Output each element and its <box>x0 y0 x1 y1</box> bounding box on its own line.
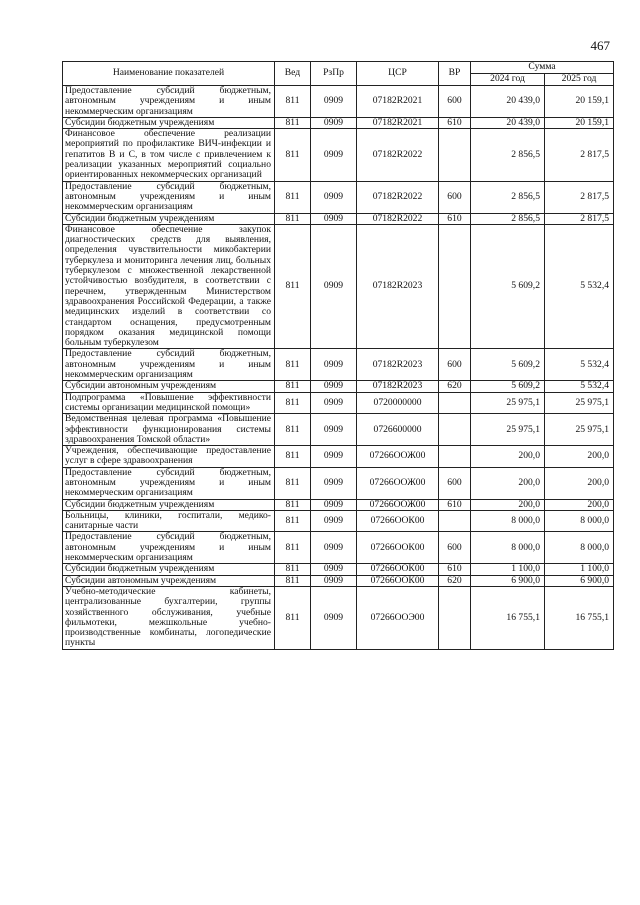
row-vr: 610 <box>439 213 471 224</box>
table-row <box>63 510 614 532</box>
row-vr: 600 <box>439 181 471 213</box>
table-row <box>63 446 614 468</box>
row-ved: 811 <box>275 181 311 213</box>
row-rzpr: 0909 <box>311 467 357 499</box>
row-vr <box>439 446 471 468</box>
row-name: Субсидии бюджетным учреждениям <box>63 499 275 510</box>
row-sum-2025: 2 817,5 <box>545 181 614 213</box>
header-ved: Вед <box>275 62 311 86</box>
row-csr: 07266ООК00 <box>357 532 439 564</box>
row-sum-2025: 2 817,5 <box>545 129 614 181</box>
row-ved: 811 <box>275 213 311 224</box>
table-row <box>63 532 614 564</box>
table-row <box>63 414 614 446</box>
row-sum-2025: 16 755,1 <box>545 586 614 649</box>
row-name: Финансовое обеспечение закупок диагностических средств для выявления, определения чувствительности микобактерии туберкулеза и мониторинга лечения лиц, больных туберкулезом с множественной лекарственной устойчивостью возбудителя, в соответствии с перечнем, утвержденным Министерством здравоохранения Российской Федерации, а также медицинских изделий в соответствии со стандартом оснащения, предусмотренным порядком оказания медицинской помощи больным туберкулезом <box>63 224 275 349</box>
header-2024: 2024 год <box>471 74 545 86</box>
row-csr: 07266ООК00 <box>357 510 439 532</box>
row-rzpr: 0909 <box>311 510 357 532</box>
row-sum-2024: 6 900,0 <box>471 575 545 586</box>
row-sum-2025: 200,0 <box>545 446 614 468</box>
row-vr <box>439 224 471 349</box>
table-row <box>63 213 614 224</box>
row-ved: 811 <box>275 414 311 446</box>
header-2025: 2025 год <box>545 74 614 86</box>
row-name: Субсидии бюджетным учреждениям <box>63 213 275 224</box>
row-csr: 0720000000 <box>357 392 439 414</box>
table-row <box>63 586 614 649</box>
row-rzpr: 0909 <box>311 575 357 586</box>
row-csr: 07182R2023 <box>357 349 439 381</box>
row-csr: 07266ООК00 <box>357 575 439 586</box>
table-row <box>63 392 614 414</box>
row-sum-2025: 20 159,1 <box>545 86 614 118</box>
row-csr: 07182R2021 <box>357 86 439 118</box>
row-ved: 811 <box>275 532 311 564</box>
row-rzpr: 0909 <box>311 224 357 349</box>
row-rzpr: 0909 <box>311 349 357 381</box>
row-sum-2024: 25 975,1 <box>471 392 545 414</box>
row-sum-2025: 5 532,4 <box>545 349 614 381</box>
row-vr: 610 <box>439 499 471 510</box>
row-sum-2024: 2 856,5 <box>471 129 545 181</box>
table-row <box>63 564 614 575</box>
row-vr: 620 <box>439 575 471 586</box>
row-vr: 610 <box>439 117 471 128</box>
row-sum-2025: 200,0 <box>545 499 614 510</box>
table-row <box>63 575 614 586</box>
table-row <box>63 381 614 392</box>
row-sum-2024: 1 100,0 <box>471 564 545 575</box>
row-sum-2024: 16 755,1 <box>471 586 545 649</box>
row-ved: 811 <box>275 575 311 586</box>
row-ved: 811 <box>275 224 311 349</box>
row-rzpr: 0909 <box>311 532 357 564</box>
row-name: Подпрограмма «Повышение эффективности системы организации медицинской помощи» <box>63 392 275 414</box>
row-rzpr: 0909 <box>311 381 357 392</box>
row-csr: 0726600000 <box>357 414 439 446</box>
row-sum-2025: 200,0 <box>545 467 614 499</box>
row-sum-2025: 8 000,0 <box>545 510 614 532</box>
row-sum-2025: 6 900,0 <box>545 575 614 586</box>
row-sum-2025: 5 532,4 <box>545 381 614 392</box>
row-rzpr: 0909 <box>311 86 357 118</box>
page-number: 467 <box>590 38 610 53</box>
row-ved: 811 <box>275 510 311 532</box>
header-name: Наименование показателей <box>63 62 275 86</box>
row-ved: 811 <box>275 86 311 118</box>
table-row <box>63 129 614 181</box>
row-sum-2025: 20 159,1 <box>545 117 614 128</box>
row-vr: 610 <box>439 564 471 575</box>
row-ved: 811 <box>275 381 311 392</box>
row-rzpr: 0909 <box>311 392 357 414</box>
row-rzpr: 0909 <box>311 446 357 468</box>
row-csr: 07266ООЖ00 <box>357 499 439 510</box>
table-row <box>63 117 614 128</box>
row-ved: 811 <box>275 446 311 468</box>
row-csr: 07266ООЭ00 <box>357 586 439 649</box>
row-name: Больницы, клиники, госпитали, медико-санитарные части <box>63 510 275 532</box>
budget-table <box>62 61 614 650</box>
row-rzpr: 0909 <box>311 181 357 213</box>
row-sum-2024: 200,0 <box>471 499 545 510</box>
table-row <box>63 224 614 349</box>
row-name: Учебно-методические кабинеты, централизованные бухгалтерии, группы хозяйственного обслуживания, учебные фильмотеки, межшкольные учебно-производственные комбинаты, логопедические пункты <box>63 586 275 649</box>
row-ved: 811 <box>275 129 311 181</box>
row-csr: 07182R2023 <box>357 224 439 349</box>
row-ved: 811 <box>275 499 311 510</box>
row-sum-2024: 20 439,0 <box>471 86 545 118</box>
row-vr <box>439 414 471 446</box>
header-csr: ЦСР <box>357 62 439 86</box>
row-name: Ведомственная целевая программа «Повышение эффективности функционирования системы здравоохранения Томской области» <box>63 414 275 446</box>
row-rzpr: 0909 <box>311 564 357 575</box>
row-sum-2024: 20 439,0 <box>471 117 545 128</box>
row-csr: 07182R2021 <box>357 117 439 128</box>
row-rzpr: 0909 <box>311 414 357 446</box>
row-vr: 600 <box>439 86 471 118</box>
row-sum-2025: 2 817,5 <box>545 213 614 224</box>
row-vr: 600 <box>439 349 471 381</box>
row-name: Предоставление субсидий бюджетным, автономным учреждениям и иным некоммерческим организациям <box>63 467 275 499</box>
row-name: Предоставление субсидий бюджетным, автономным учреждениям и иным некоммерческим организациям <box>63 349 275 381</box>
row-vr <box>439 510 471 532</box>
row-csr: 07266ООЖ00 <box>357 446 439 468</box>
table-row <box>63 181 614 213</box>
header-sum: Сумма <box>471 62 614 74</box>
row-rzpr: 0909 <box>311 213 357 224</box>
row-vr <box>439 129 471 181</box>
row-sum-2024: 200,0 <box>471 467 545 499</box>
row-name: Финансовое обеспечение реализации мероприятий по профилактике ВИЧ-инфекции и гепатитов В и С, в том числе с привлечением к реализации указанных мероприятий социально ориентированных некоммерческих организаций <box>63 129 275 181</box>
table-row <box>63 86 614 118</box>
row-vr <box>439 586 471 649</box>
row-sum-2024: 200,0 <box>471 446 545 468</box>
row-csr: 07182R2023 <box>357 381 439 392</box>
row-ved: 811 <box>275 349 311 381</box>
header-vr: ВР <box>439 62 471 86</box>
row-name: Предоставление субсидий бюджетным, автономным учреждениям и иным некоммерческим организациям <box>63 532 275 564</box>
row-sum-2024: 2 856,5 <box>471 181 545 213</box>
row-csr: 07266ООЖ00 <box>357 467 439 499</box>
row-name: Субсидии автономным учреждениям <box>63 575 275 586</box>
row-sum-2024: 8 000,0 <box>471 510 545 532</box>
row-rzpr: 0909 <box>311 499 357 510</box>
row-csr: 07182R2022 <box>357 181 439 213</box>
row-csr: 07266ООК00 <box>357 564 439 575</box>
row-ved: 811 <box>275 117 311 128</box>
row-csr: 07182R2022 <box>357 213 439 224</box>
row-vr: 600 <box>439 532 471 564</box>
header-rzpr: РзПр <box>311 62 357 86</box>
table-row <box>63 349 614 381</box>
row-ved: 811 <box>275 586 311 649</box>
row-vr <box>439 392 471 414</box>
table-row <box>63 467 614 499</box>
row-name: Субсидии бюджетным учреждениям <box>63 117 275 128</box>
row-sum-2024: 8 000,0 <box>471 532 545 564</box>
row-vr: 620 <box>439 381 471 392</box>
row-sum-2025: 1 100,0 <box>545 564 614 575</box>
row-ved: 811 <box>275 564 311 575</box>
row-csr: 07182R2022 <box>357 129 439 181</box>
row-ved: 811 <box>275 467 311 499</box>
row-name: Учреждения, обеспечивающие предоставление услуг в сфере здравоохранения <box>63 446 275 468</box>
row-sum-2024: 2 856,5 <box>471 213 545 224</box>
table-row <box>63 499 614 510</box>
row-name: Субсидии автономным учреждениям <box>63 381 275 392</box>
row-sum-2024: 5 609,2 <box>471 381 545 392</box>
row-ved: 811 <box>275 392 311 414</box>
row-vr: 600 <box>439 467 471 499</box>
row-sum-2025: 5 532,4 <box>545 224 614 349</box>
row-sum-2025: 8 000,0 <box>545 532 614 564</box>
row-name: Предоставление субсидий бюджетным, автономным учреждениям и иным некоммерческим организациям <box>63 86 275 118</box>
row-name: Субсидии бюджетным учреждениям <box>63 564 275 575</box>
row-rzpr: 0909 <box>311 586 357 649</box>
row-sum-2024: 5 609,2 <box>471 224 545 349</box>
row-name: Предоставление субсидий бюджетным, автономным учреждениям и иным некоммерческим организациям <box>63 181 275 213</box>
row-rzpr: 0909 <box>311 129 357 181</box>
row-sum-2024: 25 975,1 <box>471 414 545 446</box>
row-sum-2025: 25 975,1 <box>545 414 614 446</box>
row-sum-2025: 25 975,1 <box>545 392 614 414</box>
row-sum-2024: 5 609,2 <box>471 349 545 381</box>
row-rzpr: 0909 <box>311 117 357 128</box>
